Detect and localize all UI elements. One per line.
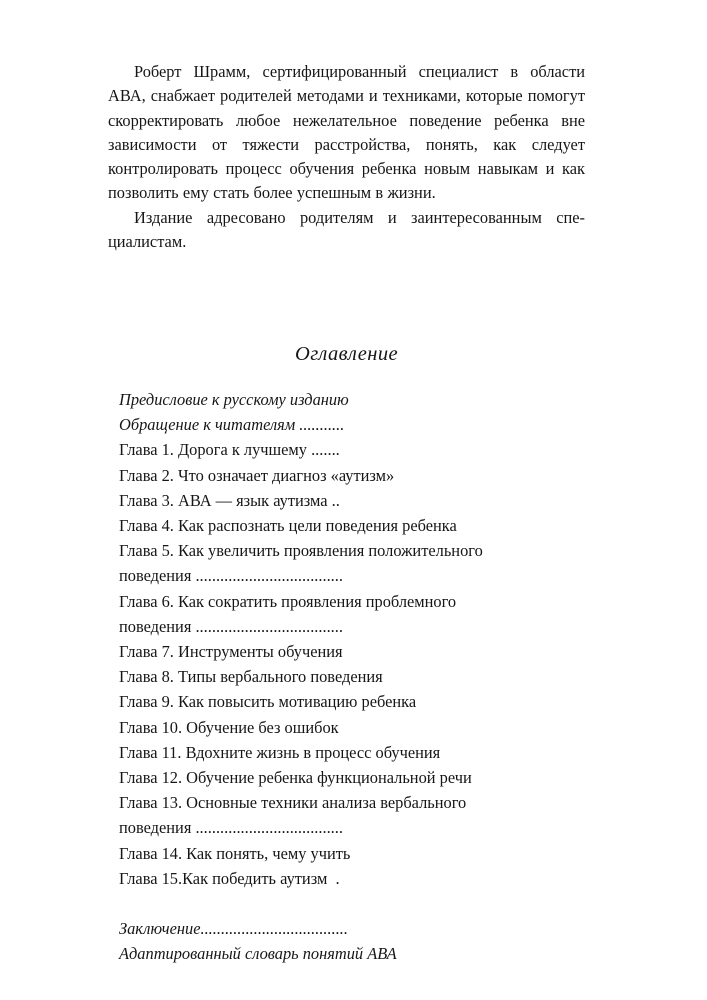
toc-entry: Глава 7. Инструменты обучения [119,642,343,662]
toc-entry: Глава 9. Как повысить мотивацию ребенка [119,692,417,712]
toc-entry: Глава 13. Основные техники анализа вербального [119,793,467,813]
toc-entry: Глава 14. Как понять, чему учить [119,843,351,863]
toc-entry: Глава 10. Обучение без ошибок [119,717,339,737]
toc-entry: Глава 12. Обучение ребенка функциональной речи [119,768,472,788]
page-content [108,60,585,964]
table-of-contents-title: Оглавление [295,343,398,365]
blurb-paragraph-1: Роберт Шрамм, сертифицированный специалист в области АВА, снабжает родителей методами и техниками, которые помогут скорректировать любое нежелательное поведение ребенка вне зависимости от тяжести расстройства, понять, как следует контролировать процесс обучения ребенка новым навыкам и как позволить ему стать более успешным в жизни. [108,62,585,203]
blurb-paragraph-2: Издание адресовано родителям и заинтересованным спе-циалистам. [108,207,585,252]
blurb-section [108,60,585,279]
toc-entry: Глава 3. АВА — язык аутизма .. [119,490,340,510]
toc-entry: Заключение.................................... [119,919,349,939]
toc-entry: Глава 15.Как победить аутизм . [119,868,340,888]
toc-entry: Предисловие к русскому изданию [119,390,349,409]
toc-entry: поведения .................................... [119,616,343,636]
toc-entry: Глава 8. Типы вербального поведения [119,667,383,687]
toc-entry: Адаптированный словарь понятий АВА [119,944,397,964]
table-of-contents-list [119,387,589,966]
toc-entry: Глава 2. Что означает диагноз «аутизм» [119,465,395,485]
toc-entry: Глава 11. Вдохните жизнь в процесс обучения [119,742,441,762]
toc-entry: поведения .................................... [119,566,343,586]
toc-entry: Обращение к читателям ........... [119,415,345,435]
toc-entry: Глава 6. Как сократить проявления проблемного [119,591,457,611]
toc-entry: поведения .................................... [119,818,343,838]
toc-entry: Глава 4. Как распознать цели поведения ребенка [119,516,457,536]
toc-entry: Глава 1. Дорога к лучшему ....... [119,440,340,460]
toc-entry: Глава 5. Как увеличить проявления положительного [119,541,483,561]
